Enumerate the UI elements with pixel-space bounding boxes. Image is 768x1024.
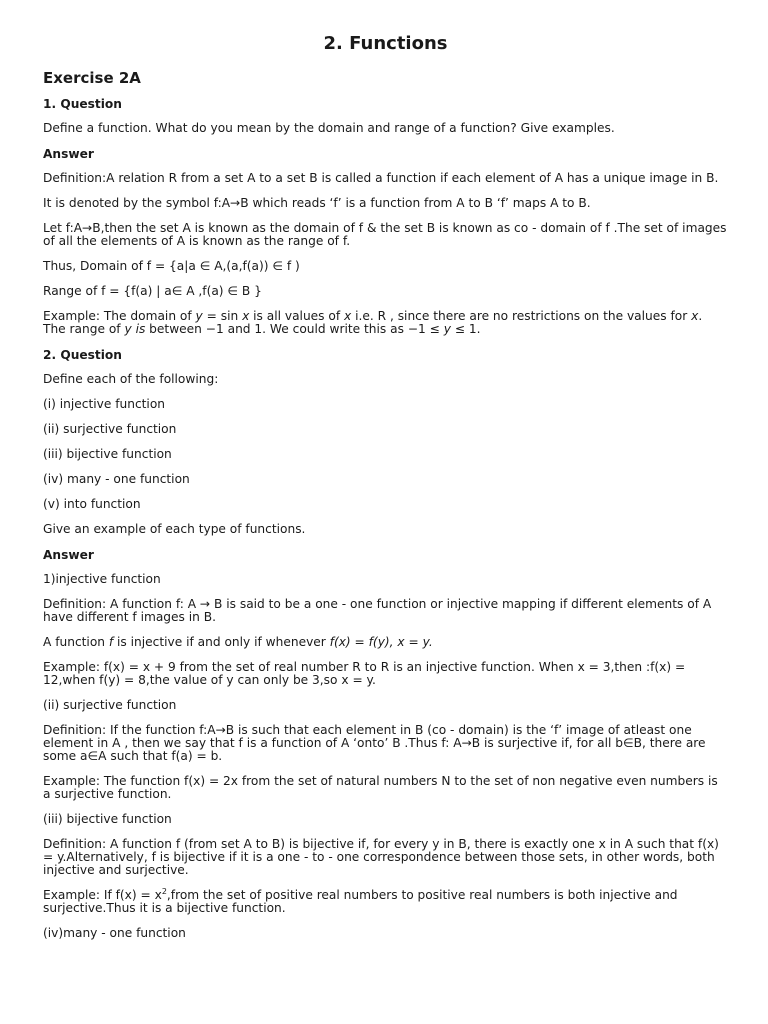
surjective-example: Example: The function f(x) = 2x from the set of natural numbers N to the set of non negative even numbers is a surjective function.	[43, 774, 718, 801]
injective-heading: 1)injective function	[43, 572, 161, 586]
question-1-text: Define a function. What do you mean by the domain and range of a function? Give examples.	[43, 121, 615, 135]
list-item: (i) injective function	[43, 397, 165, 411]
surjective-definition: Definition: If the function f:A→B is such that each element in B (co - domain) is the ‘f’ image of atleast one element in A , then we say that f is a function of A ‘onto’ B .Thus f: A→B is surjective if, for all b∈B, there are some a∈A such that f(a) = b.	[43, 723, 706, 763]
answer-1-label: Answer	[43, 147, 94, 161]
injective-example: Example: f(x) = x + 9 from the set of real number R to R is an injective function. When x = 3,then :f(x) = 12,when f(y) = 8,the value of y can only be 3,so x = y.	[43, 660, 686, 687]
surjective-heading: (ii) surjective function	[43, 698, 177, 712]
question-2-text: Define each of the following:	[43, 372, 219, 386]
injective-definition: Definition: A function f: A → B is said to be a one - one function or injective mapping if different elements of A have different f images in B.	[43, 597, 712, 624]
question-2-heading: 2. Question	[43, 348, 122, 362]
page-title: 2. Functions	[323, 33, 448, 54]
answer-1-domain-formula: Thus, Domain of f = {a|a ∈ A,(a,f(a)) ∈ f )	[43, 259, 300, 273]
answer-1-range-formula: Range of f = {f(a) | a∈ A ,f(a) ∈ B }	[43, 284, 262, 298]
answer-1-definition: Definition:A relation R from a set A to a set B is called a function if each element of A has a unique image in B.	[43, 171, 719, 185]
list-item: (iii) bijective function	[43, 447, 172, 461]
answer-1-notation: It is denoted by the symbol f:A→B which reads ‘f’ is a function from A to B ‘f’ maps A to B.	[43, 196, 591, 210]
question-2-instruction: Give an example of each type of functions.	[43, 522, 306, 536]
exercise-heading: Exercise 2A	[43, 69, 141, 87]
bijective-example: Example: If $f(x) = x^2,from$ the set of positive real numbers to positive real numbers is both injective and surjective.Thus it is a bijective function.	[43, 887, 678, 915]
question-1-heading: 1. Question	[43, 97, 122, 111]
list-item: (ii) surjective function	[43, 422, 177, 436]
list-item: (iv) many - one function	[43, 472, 190, 486]
bijective-definition: Definition: A function f (from set A to B) is bijective if, for every y in B, there is exactly one x in A such that f(x) = y.Alternatively, f is bijective if it is a one - to - one correspondence between those sets, in other words, both injective and surjective.	[43, 837, 719, 877]
answer-2-label: Answer	[43, 548, 94, 562]
injective-condition: A function f is injective if and only if whenever f(x) = f(y), x = y.	[43, 635, 433, 649]
many-one-heading: (iv)many - one function	[43, 926, 186, 940]
document-page	[43, 33, 728, 952]
answer-1-domain-range: Let f:A→B,then the set A is known as the domain of f & the set B is known as co - domain of f .The set of images of all the elements of A is known as the range of f.	[43, 221, 727, 248]
answer-1-example: Example: The domain of y = sin x is all values of x i.e. R , since there are no restrictions on the values for x. The range of y is between −1 and 1. We could write this as −1 ≤ y ≤ 1.	[43, 309, 703, 336]
list-item: (v) into function	[43, 497, 141, 511]
bijective-heading: (iii) bijective function	[43, 812, 172, 826]
